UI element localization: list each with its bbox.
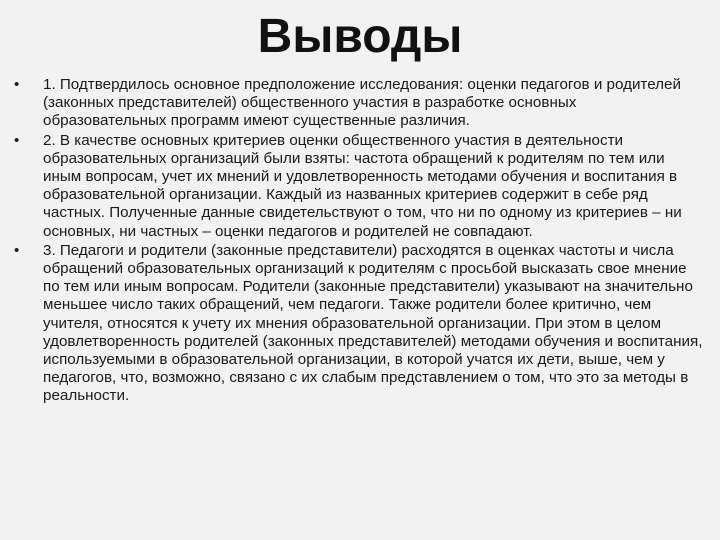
bullet-text-2: 2. В качестве основных критериев оценки общественного участия в деятельности образовательных организаций были взяты: частота обращений к родителям по тем или иным вопросам, учет их мнений и удовлетворенность методами обучения и воспитания в образовательной организации. Каждый из названных критериев содержит в себе ряд частных. Полученные данные свидетельствуют о том, что ни по одному из критериев – ни основных, ни частных – оценки педагогов и родителей не совпадают. — [43, 131, 682, 240]
bullet-dot-icon: • — [14, 131, 20, 149]
bullet-text-1: 1. Подтвердилось основное предположение исследования: оценки педагогов и родителей (законных представителей) общественного участия в разработке основных образовательных программ имеют существенные различия. — [43, 76, 681, 130]
slide-title: Выводы — [257, 10, 463, 63]
bullet-text-3: 3. Педагоги и родители (законные представители) расходятся в оценках частоты и числа обращений образовательных организаций к родителям с просьбой высказать свое мнение по тем или иным вопросам. Родители (законные представители) указывают на значительно меньшее число таких обращений, чем педагоги. Также родители более критично, чем учителя, относятся к учету их мнения образовательной организации. При этом в целом удовлетворенность родителей (законных представителей) методами обучения и воспитания, используемыми в образовательной организации, в которой учатся их дети, выше, чем у педагогов, что, возможно, связано с их слабым представлением о том, что это за методы в реальности. — [43, 241, 703, 405]
bullet-item-1 — [14, 76, 704, 131]
bullet-dot-icon: • — [14, 241, 20, 259]
bullet-item-3 — [14, 242, 704, 406]
bullet-item-2 — [14, 132, 704, 241]
bullet-list — [14, 76, 704, 407]
bullet-dot-icon: • — [14, 76, 20, 93]
